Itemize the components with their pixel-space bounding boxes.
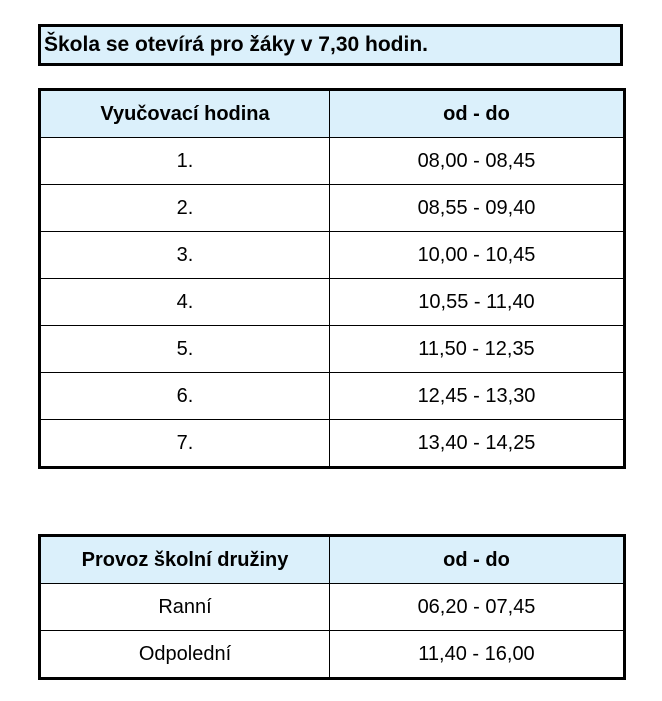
lesson-time: 08,55 - 09,40 — [330, 185, 625, 232]
table-row — [40, 232, 625, 279]
table-row — [40, 185, 625, 232]
club-period: Odpolední — [40, 631, 330, 679]
lesson-number: 4. — [40, 279, 330, 326]
lesson-schedule-table — [38, 88, 626, 469]
lesson-number: 7. — [40, 420, 330, 468]
club-time: 06,20 - 07,45 — [330, 584, 625, 631]
table-row — [40, 631, 625, 679]
table-row — [40, 420, 625, 468]
lesson-number: 5. — [40, 326, 330, 373]
school-opening-notice: Škola se otevírá pro žáky v 7,30 hodin. — [38, 24, 623, 66]
club-period: Ranní — [40, 584, 330, 631]
table-header-row — [40, 536, 625, 584]
table-header-row — [40, 90, 625, 138]
table-row — [40, 326, 625, 373]
column-header-time: od - do — [330, 90, 625, 138]
table-row — [40, 279, 625, 326]
club-time: 11,40 - 16,00 — [330, 631, 625, 679]
afterschool-club-table — [38, 534, 626, 680]
column-header-time: od - do — [330, 536, 625, 584]
lesson-number: 3. — [40, 232, 330, 279]
lesson-number: 1. — [40, 138, 330, 185]
lesson-time: 10,55 - 11,40 — [330, 279, 625, 326]
lesson-time: 10,00 - 10,45 — [330, 232, 625, 279]
table-row — [40, 584, 625, 631]
lesson-time: 13,40 - 14,25 — [330, 420, 625, 468]
table-row — [40, 373, 625, 420]
table-row — [40, 138, 625, 185]
lesson-time: 08,00 - 08,45 — [330, 138, 625, 185]
lesson-time: 12,45 - 13,30 — [330, 373, 625, 420]
lesson-time: 11,50 - 12,35 — [330, 326, 625, 373]
column-header-lesson: Vyučovací hodina — [40, 90, 330, 138]
lesson-number: 2. — [40, 185, 330, 232]
lesson-number: 6. — [40, 373, 330, 420]
column-header-club: Provoz školní družiny — [40, 536, 330, 584]
